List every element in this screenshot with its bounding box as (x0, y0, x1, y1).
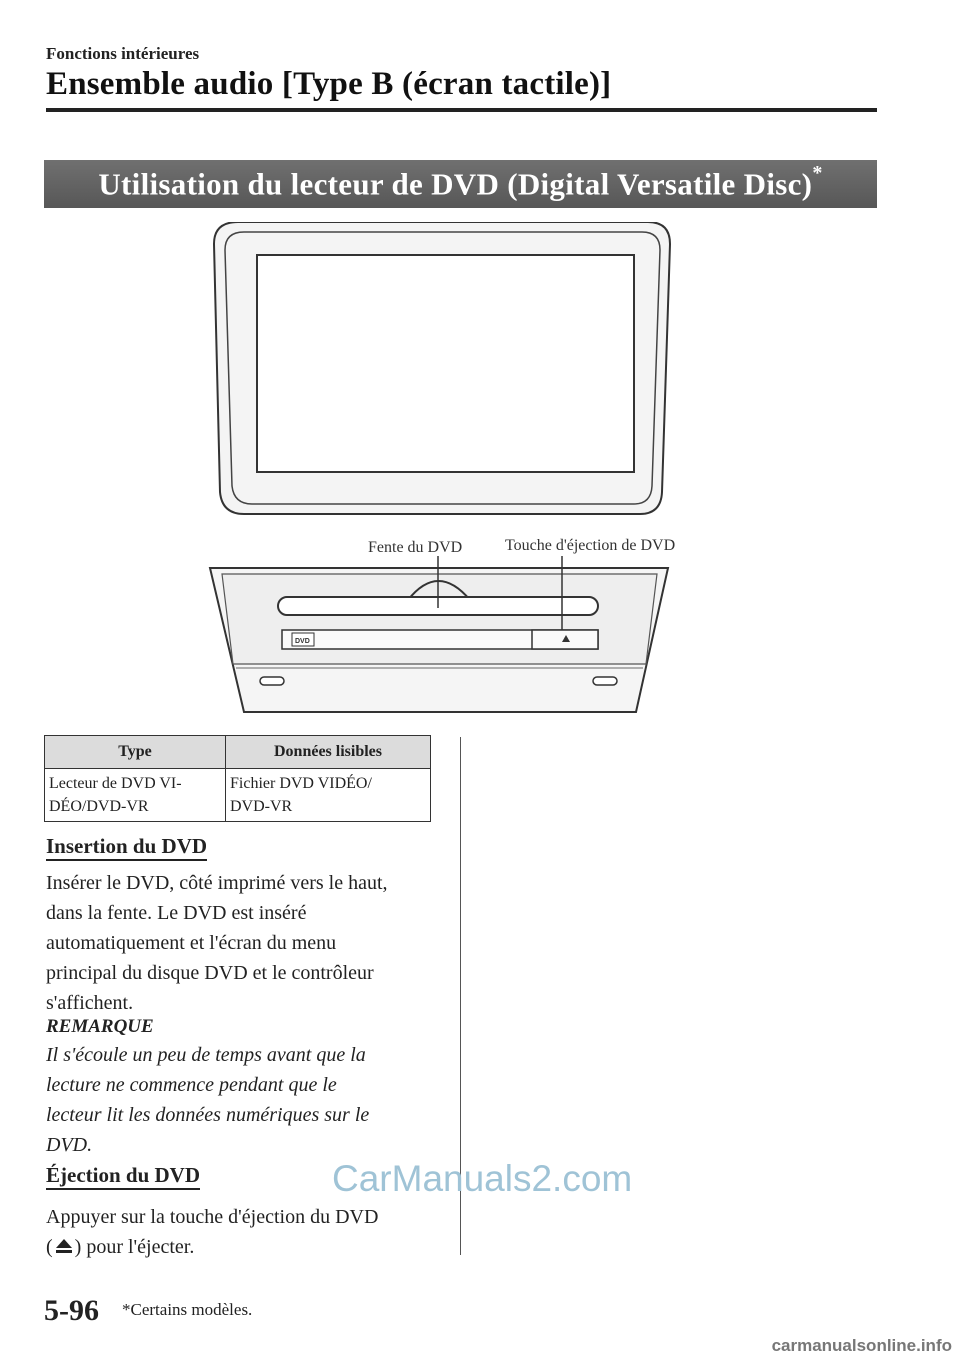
insert-heading-wrap (46, 834, 207, 859)
note-paragraph (46, 1040, 446, 1160)
note-line: DVD. (46, 1134, 93, 1156)
note-line: Il s'écoule un peu de temps avant que la (46, 1044, 366, 1066)
insert-line: principal du disque DVD et le contrôleur (46, 962, 374, 984)
note-heading: REMARQUE (46, 1016, 154, 1037)
eject-line-2: ( ) pour l'éjecter. (46, 1236, 195, 1258)
readable-data-table (44, 735, 431, 822)
eject-paragraph (46, 1202, 446, 1262)
insert-paragraph (46, 868, 446, 1018)
table-row (45, 769, 431, 822)
callout-dvd-slot: Fente du DVD (368, 539, 463, 556)
table-header-type: Type (45, 736, 226, 769)
footnote: *Certains modèles. (122, 1300, 253, 1319)
dvd-unit (210, 568, 668, 712)
svg-text:DVD: DVD (295, 638, 310, 645)
table-header-data: Données lisibles (226, 736, 431, 769)
section-label: Fonctions intérieures (46, 44, 200, 63)
note-line: lecteur lit les données numériques sur le (46, 1104, 370, 1126)
page-title: Ensemble audio [Type B (écran tactile)] (46, 66, 612, 102)
insert-line: dans la fente. Le DVD est inséré (46, 902, 307, 924)
insert-line: s'affichent. (46, 992, 134, 1014)
note-line: lecture ne commence pendant que le (46, 1074, 337, 1096)
banner-asterisk: * (812, 162, 823, 184)
banner-title: Utilisation du lecteur de DVD (Digital Versatile Disc) (98, 166, 813, 202)
callout-eject-key: Touche d'éjection de DVD (505, 537, 676, 554)
dvd-unit-illustration (200, 222, 680, 722)
page-number: 5-96 (44, 1294, 99, 1327)
eject-icon (53, 1236, 75, 1256)
insert-line: Insérer le DVD, côté imprimé vers le haut, (46, 872, 388, 894)
table-cell-type: Lecteur de DVD VI- DÉO/DVD-VR (45, 769, 226, 822)
eject-heading-wrap (46, 1163, 200, 1188)
table-cell-data: Fichier DVD VIDÉO/ DVD-VR (226, 769, 431, 822)
title-rule (46, 108, 877, 112)
topic-banner (44, 160, 877, 208)
insert-heading: Insertion du DVD (46, 834, 207, 861)
insert-line: automatiquement et l'écran du menu (46, 932, 337, 954)
display-screen (214, 222, 670, 514)
watermark-center: CarManuals2.com (332, 1158, 633, 1199)
eject-line: Appuyer sur la touche d'éjection du DVD (46, 1206, 379, 1228)
eject-heading: Éjection du DVD (46, 1163, 200, 1190)
watermark-corner: carmanualsonline.info (771, 1336, 952, 1355)
